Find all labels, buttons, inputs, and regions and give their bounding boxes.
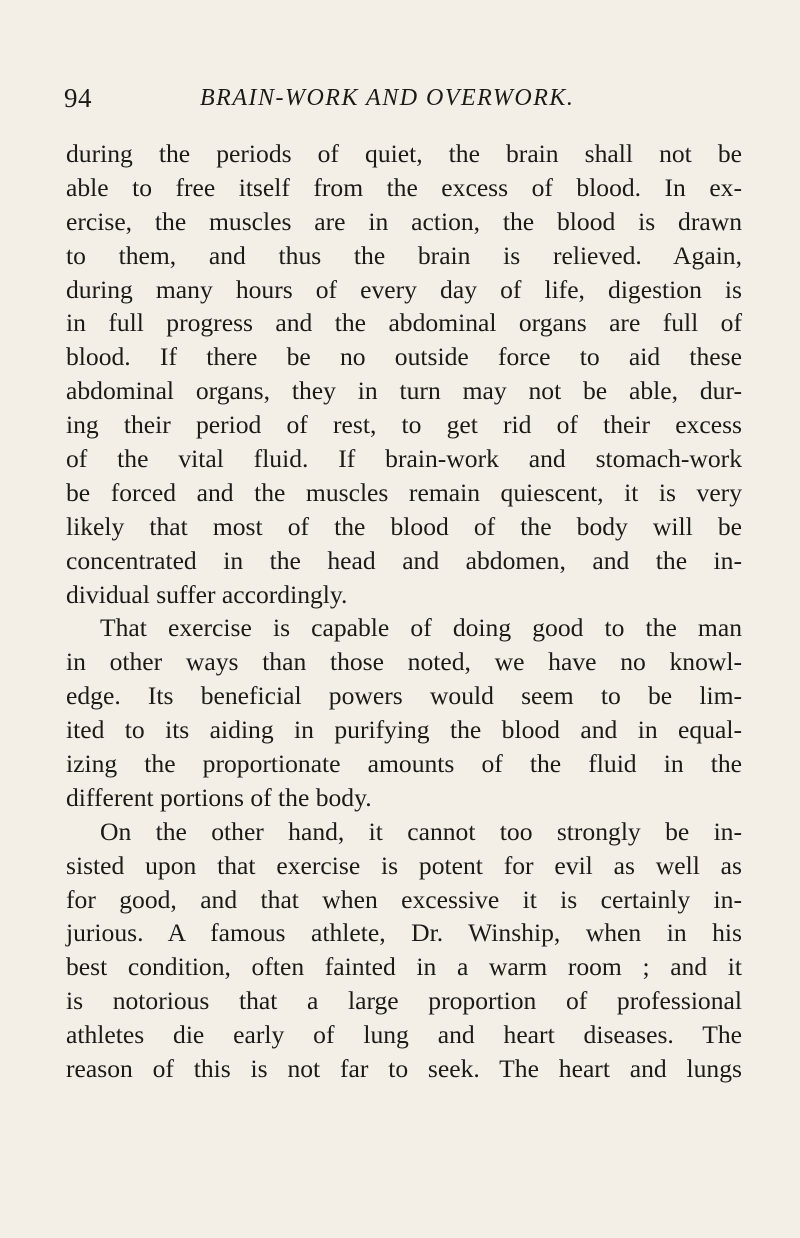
text-line: That exercise is capable of doing good to the man — [100, 613, 742, 643]
text-line: jurious. A famous athlete, Dr. Winship, when in his — [66, 918, 742, 948]
text-line: dividual suffer accordingly. — [66, 579, 348, 609]
running-head — [64, 78, 744, 118]
text-line: is notorious that a large proportion of professional — [66, 986, 742, 1016]
text-line: abdominal organs, they in turn may not be able, dur- — [66, 376, 742, 406]
text-line: be forced and the muscles remain quiescent, it is very — [66, 477, 742, 507]
text-line: to them, and thus the brain is relieved. Again, — [66, 240, 742, 270]
text-line: best condition, often fainted in a warm room ; and it — [66, 952, 742, 982]
text-line: different portions of the body. — [66, 782, 372, 812]
text-line: athletes die early of lung and heart diseases. The — [66, 1020, 742, 1050]
text-line: ited to its aiding in purifying the blood and in equal- — [66, 715, 742, 745]
text-line: during the periods of quiet, the brain shall not be — [66, 139, 742, 168]
text-line: blood. If there be no outside force to aid these — [66, 342, 742, 372]
running-title: BRAIN-WORK AND OVERWORK. — [200, 85, 575, 111]
text-line: during many hours of every day of life, digestion is — [66, 274, 742, 304]
text-line: izing the proportionate amounts of the fluid in the — [66, 749, 742, 779]
text-line: of the vital fluid. If brain-work and stomach-work — [66, 444, 742, 474]
text-line: likely that most of the blood of the body will be — [66, 511, 742, 541]
text-line: On the other hand, it cannot too strongly be in- — [100, 816, 742, 846]
body-text — [66, 137, 742, 1086]
text-line: reason of this is not far to seek. The heart and lungs — [66, 1054, 742, 1084]
text-line: able to free itself from the excess of blood. In ex- — [66, 172, 742, 202]
text-line: ing their period of rest, to get rid of their excess — [66, 410, 742, 440]
page-number: 94 — [64, 83, 92, 113]
text-line: edge. Its beneficial powers would seem to be lim- — [66, 681, 742, 711]
text-line: sisted upon that exercise is potent for evil as well as — [66, 850, 742, 880]
text-line: in full progress and the abdominal organs are full of — [66, 308, 742, 338]
text-line: concentrated in the head and abdomen, and the in- — [66, 545, 742, 575]
text-line: ercise, the muscles are in action, the blood is drawn — [66, 206, 742, 236]
text-line: for good, and that when excessive it is certainly in- — [66, 884, 742, 914]
text-line: in other ways than those noted, we have no knowl- — [66, 647, 742, 677]
